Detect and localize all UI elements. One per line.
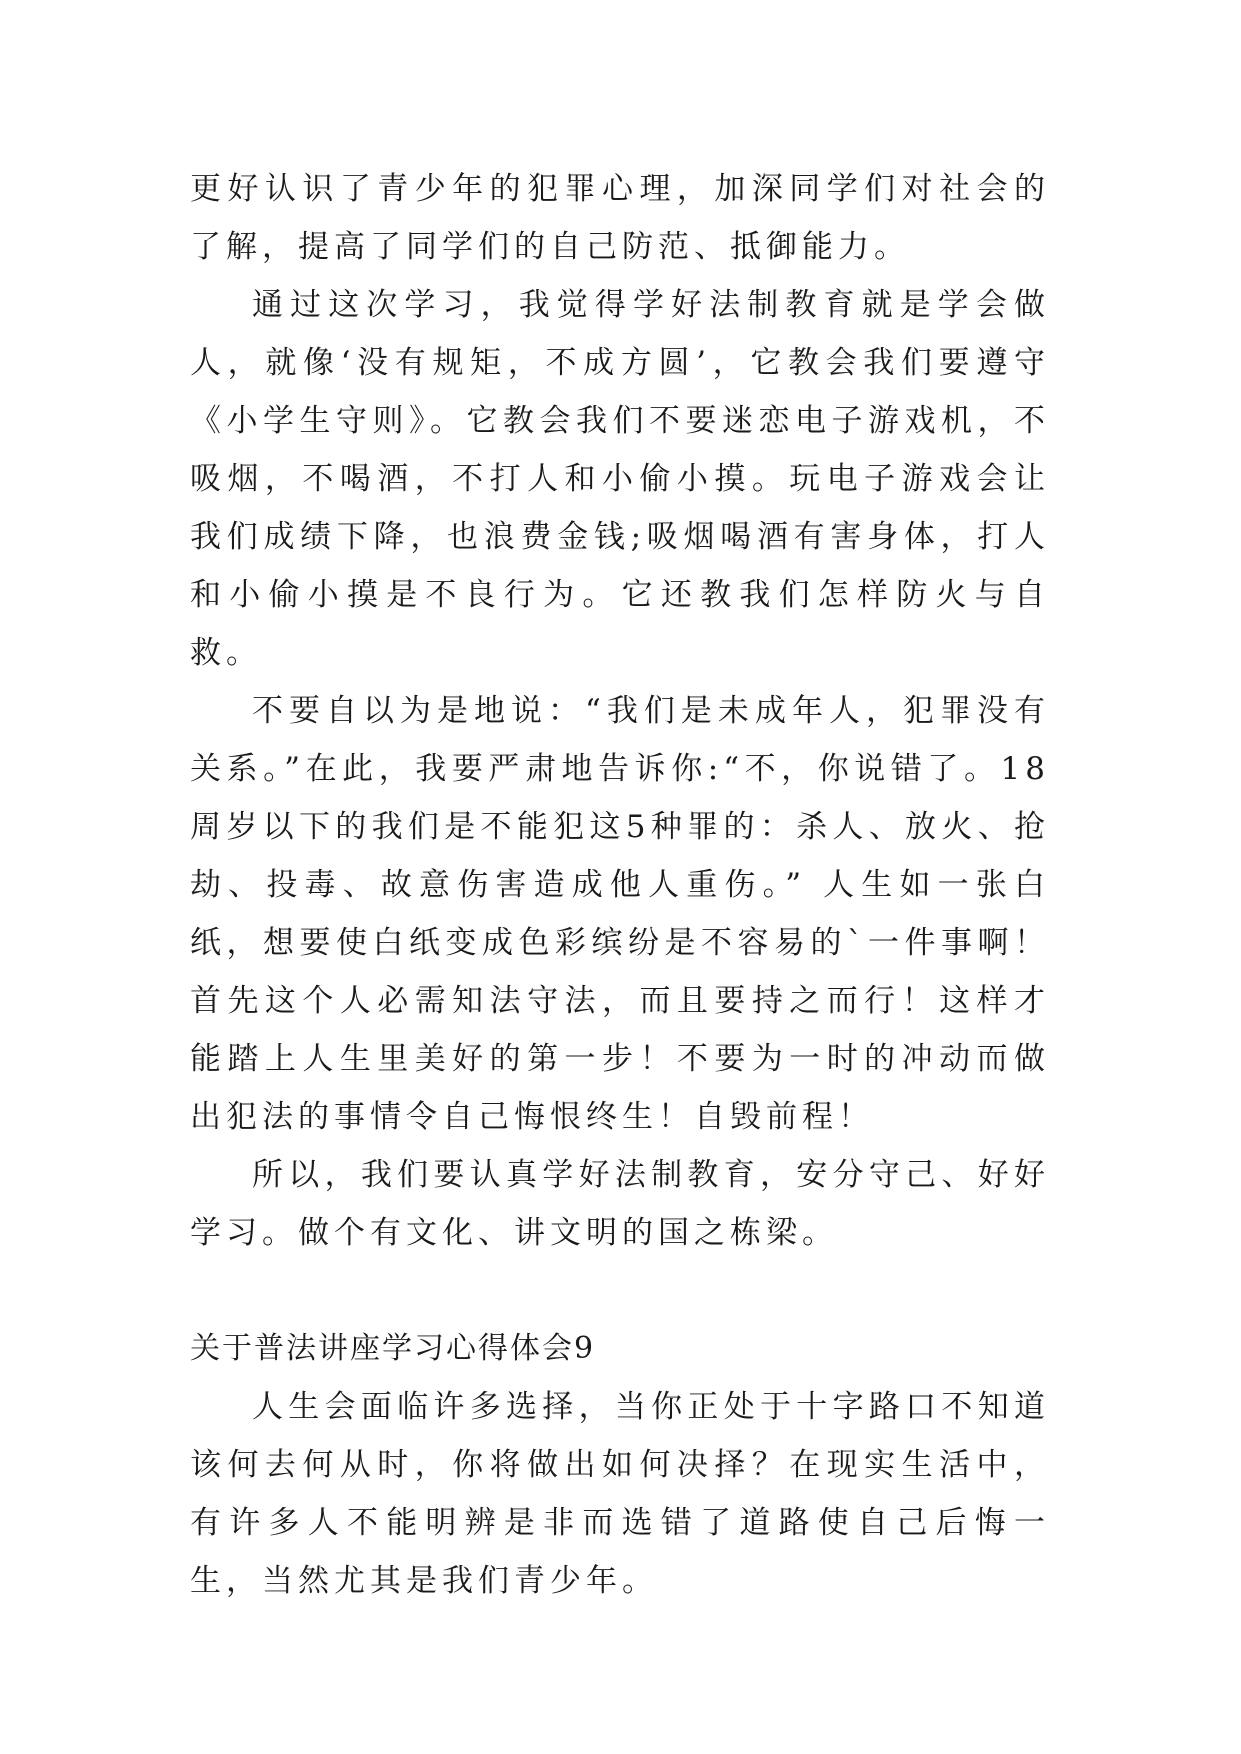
paragraph-minor-crime: 不要自以为是地说：“我们是未成年人，犯罪没有关系。”在此，我要严肃地告诉你:“不，你说错了。18周岁以下的我们是不能犯这5种罪的：杀人、放火、抢劫、投毒、故意伤害造成他人重伤。” 人生如一张白纸，想要使白纸变成色彩缤纷是不容易的`一件事啊！首先这个人必需知法守法，而且要持之而行！这样才能踏上人生里美好的第一步！不要为一时的冲动而做出犯法的事情令自己悔恨终生！自毁前程！ [190, 693, 1050, 1135]
section-heading: 关于普法讲座学习心得体会9 [190, 1331, 596, 1366]
paragraph-study-reflection: 通过这次学习，我觉得学好法制教育就是学会做人，就像‘没有规矩，不成方圆’，它教会我们要遵守《小学生守则》。它教会我们不要迷恋电子游戏机，不吸烟，不喝酒，不打人和小偷小摸。玩电子游戏会让我们成绩下降，也浪费金钱;吸烟喝酒有害身体，打人和小偷小摸是不良行为。它还教我们怎样防火与自救。 [190, 287, 1050, 671]
paragraph-conclusion: 所以，我们要认真学好法制教育，安分守己、好好学习。做个有文化、讲文明的国之栋梁。 [190, 1157, 1050, 1251]
section-spacer [190, 1262, 1050, 1320]
paragraph-continuation: 更好认识了青少年的犯罪心理，加深同学们对社会的了解，提高了同学们的自己防范、抵御能力。 [190, 171, 1050, 265]
paragraph-life-choices: 人生会面临许多选择，当你正处于十字路口不知道该何去何从时，你将做出如何决择？在现实生活中，有许多人不能明辨是非而选错了道路使自己后悔一生，当然尤其是我们青少年。 [190, 1389, 1050, 1599]
document-body [190, 160, 1050, 1610]
